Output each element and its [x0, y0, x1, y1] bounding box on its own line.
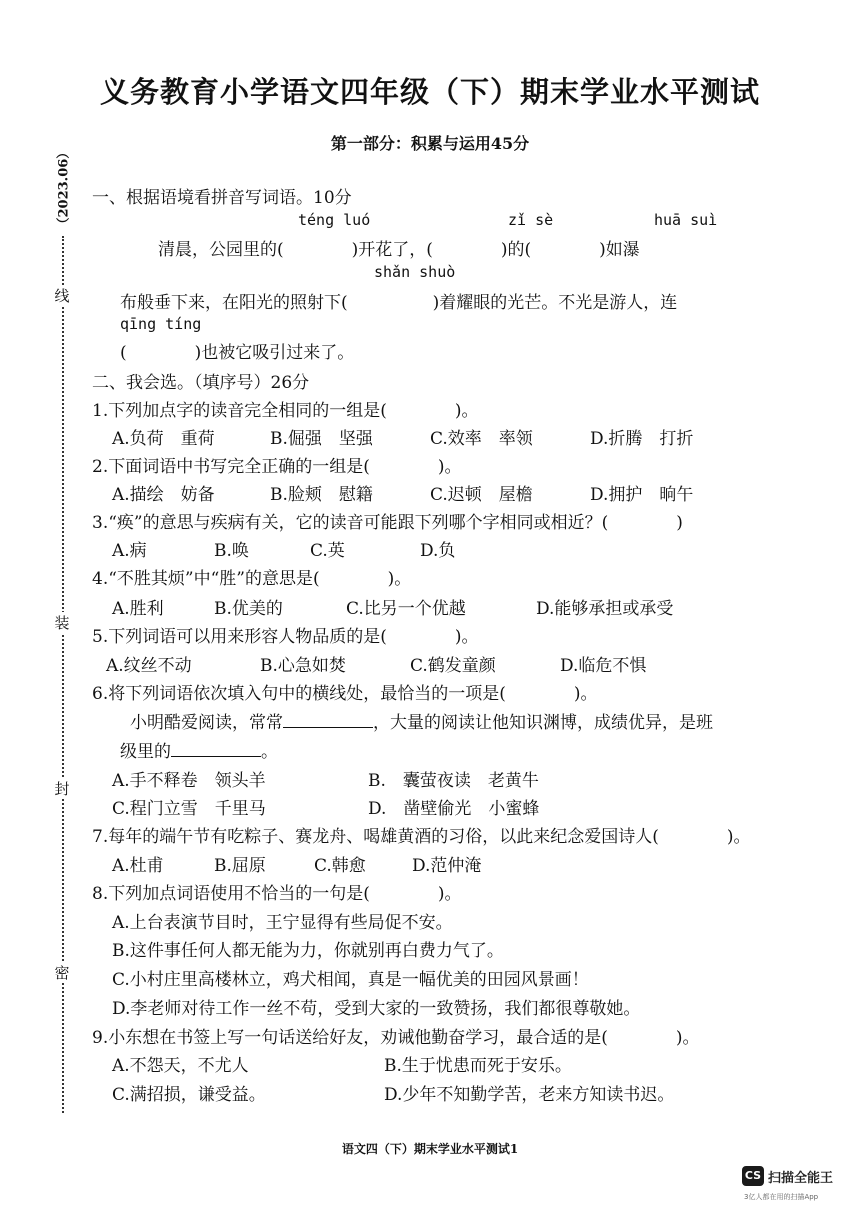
pinyin-qingting: qīng tíng: [120, 315, 202, 333]
q7-option-b: B.屈原: [214, 856, 266, 876]
q1-option-a: A.负荷 重荷: [112, 429, 215, 449]
page-title: 义务教育小学语文四年级（下）期末学业水平测试: [99, 75, 760, 109]
q8-stem: 8.下列加点词语使用不恰当的一句是( )。: [92, 884, 462, 904]
page-footer: 语文四（下）期末学业水平测试1: [341, 1142, 519, 1156]
exam-date: （2023.06）: [56, 145, 72, 231]
camscanner-logo-icon: CS: [742, 1166, 764, 1186]
q6-sentence-line2: 级里的 。: [120, 742, 278, 762]
q4-stem: 4.“不胜其烦”中“胜”的意思是( )。: [92, 569, 412, 589]
q3-option-b: B.唤: [214, 541, 249, 561]
q5-stem: 5.下列词语可以用来形容人物品质的是( )。: [92, 627, 479, 647]
watermark-tagline: 3亿人都在用的扫描App: [744, 1193, 819, 1201]
q2-option-c: C.迟顿 屋檐: [430, 485, 533, 505]
section1-line3: ( )也被它吸引过来了。: [120, 343, 355, 363]
pinyin-tengluo: téng luó: [298, 211, 371, 229]
scanner-watermark: [742, 1166, 852, 1206]
q6-option-c: C.程门立雪 千里马: [112, 799, 266, 819]
q2-option-b: B.脸颊 慰籍: [270, 485, 373, 505]
q6-option-a: A.手不释卷 领头羊: [112, 771, 266, 791]
q1-option-d: D.折腾 打折: [590, 429, 694, 449]
q6-blank-1: [283, 713, 373, 728]
q4-option-a: A.胜利: [112, 599, 164, 619]
q9-option-d: D.少年不知勤学苦，老来方知读书迟。: [384, 1085, 675, 1105]
q7-option-d: D.范仲淹: [412, 856, 482, 876]
q8-option-a: A.上台表演节目时，王宁显得有些局促不安。: [112, 913, 453, 933]
q4-option-d: D.能够承担或承受: [536, 599, 674, 619]
margin-label-seal: 封: [49, 778, 75, 799]
q1-option-b: B.倔强 坚强: [270, 429, 373, 449]
part-subtitle: 第一部分：积累与运用45分: [330, 134, 530, 153]
q3-stem: 3.“痪”的意思与疾病有关，它的读音可能跟下列哪个字相同或相近？( ): [92, 513, 683, 533]
q5-option-b: B.心急如焚: [260, 656, 346, 676]
q2-option-a: A.描绘 妨备: [112, 485, 215, 505]
q6-option-b: B. 囊萤夜读 老黄牛: [368, 771, 539, 791]
q7-option-c: C.韩愈: [314, 856, 366, 876]
margin-label-secret: 密: [49, 962, 75, 983]
q9-option-a: A.不怨天，不尤人: [112, 1056, 249, 1076]
q9-option-b: B.生于忧患而死于安乐。: [384, 1056, 572, 1076]
q5-option-d: D.临危不惧: [560, 656, 647, 676]
q9-option-c: C.满招损，谦受益。: [112, 1085, 266, 1105]
section1-line1: 清晨，公园里的( )开花了，( )的( )如瀑: [158, 240, 640, 260]
q7-stem: 7.每年的端午节有吃粽子、赛龙舟、喝雄黄酒的习俗，以此来纪念爱国诗人( )。: [92, 827, 751, 847]
q3-option-a: A.病: [112, 541, 147, 561]
q7-option-a: A.杜甫: [112, 856, 164, 876]
q2-stem: 2.下面词语中书写完全正确的一组是( )。: [92, 457, 462, 477]
margin-label-bind: 装: [49, 612, 75, 633]
pinyin-zise: zǐ sè: [508, 211, 554, 229]
q5-option-a: A.纹丝不动: [106, 656, 192, 676]
margin-label-line: 线: [49, 285, 75, 306]
q8-option-d: D.李老师对待工作一丝不苟，受到大家的一致赞扬，我们都很尊敬她。: [112, 999, 641, 1019]
q6-sentence-line1: 小明酷爱阅读，常常 ，大量的阅读让他知识渊博，成绩优异，是班: [130, 713, 713, 733]
q8-option-b: B.这件事任何人都无能为力，你就别再白费力气了。: [112, 941, 504, 961]
q6-stem: 6.将下列词语依次填入句中的横线处，最恰当的一项是( )。: [92, 684, 598, 704]
section1-line2: 布般垂下来，在阳光的照射下( )着耀眼的光芒。不光是游人，连: [120, 293, 678, 313]
q3-option-d: D.负: [420, 541, 456, 561]
q4-option-b: B.优美的: [214, 599, 283, 619]
q6-option-d: D. 凿壁偷光 小蜜蜂: [368, 799, 540, 819]
q1-stem: 1.下列加点字的读音完全相同的一组是( )。: [92, 401, 479, 421]
section2-heading: 二、我会选。（填序号）26分: [92, 373, 310, 393]
q4-option-c: C.比另一个优越: [346, 599, 466, 619]
section1-heading: 一、根据语境看拼音写词语。10分: [92, 188, 352, 208]
q1-option-c: C.效率 率领: [430, 429, 533, 449]
q3-option-c: C.英: [310, 541, 345, 561]
watermark-app-name: 扫描全能王: [768, 1171, 834, 1186]
q9-stem: 9.小东想在书签上写一句话送给好友，劝诫他勤奋学习，最合适的是( )。: [92, 1028, 700, 1048]
pinyin-huasui: huā suì: [654, 211, 718, 229]
q2-option-d: D.拥护 晌午: [590, 485, 694, 505]
q8-option-c: C.小村庄里高楼林立，鸡犬相闻，真是一幅优美的田园风景画！: [112, 970, 589, 990]
q5-option-c: C.鹤发童颜: [410, 656, 496, 676]
pinyin-shanshuo: shǎn shuò: [374, 263, 456, 281]
q6-blank-2: [171, 742, 261, 757]
